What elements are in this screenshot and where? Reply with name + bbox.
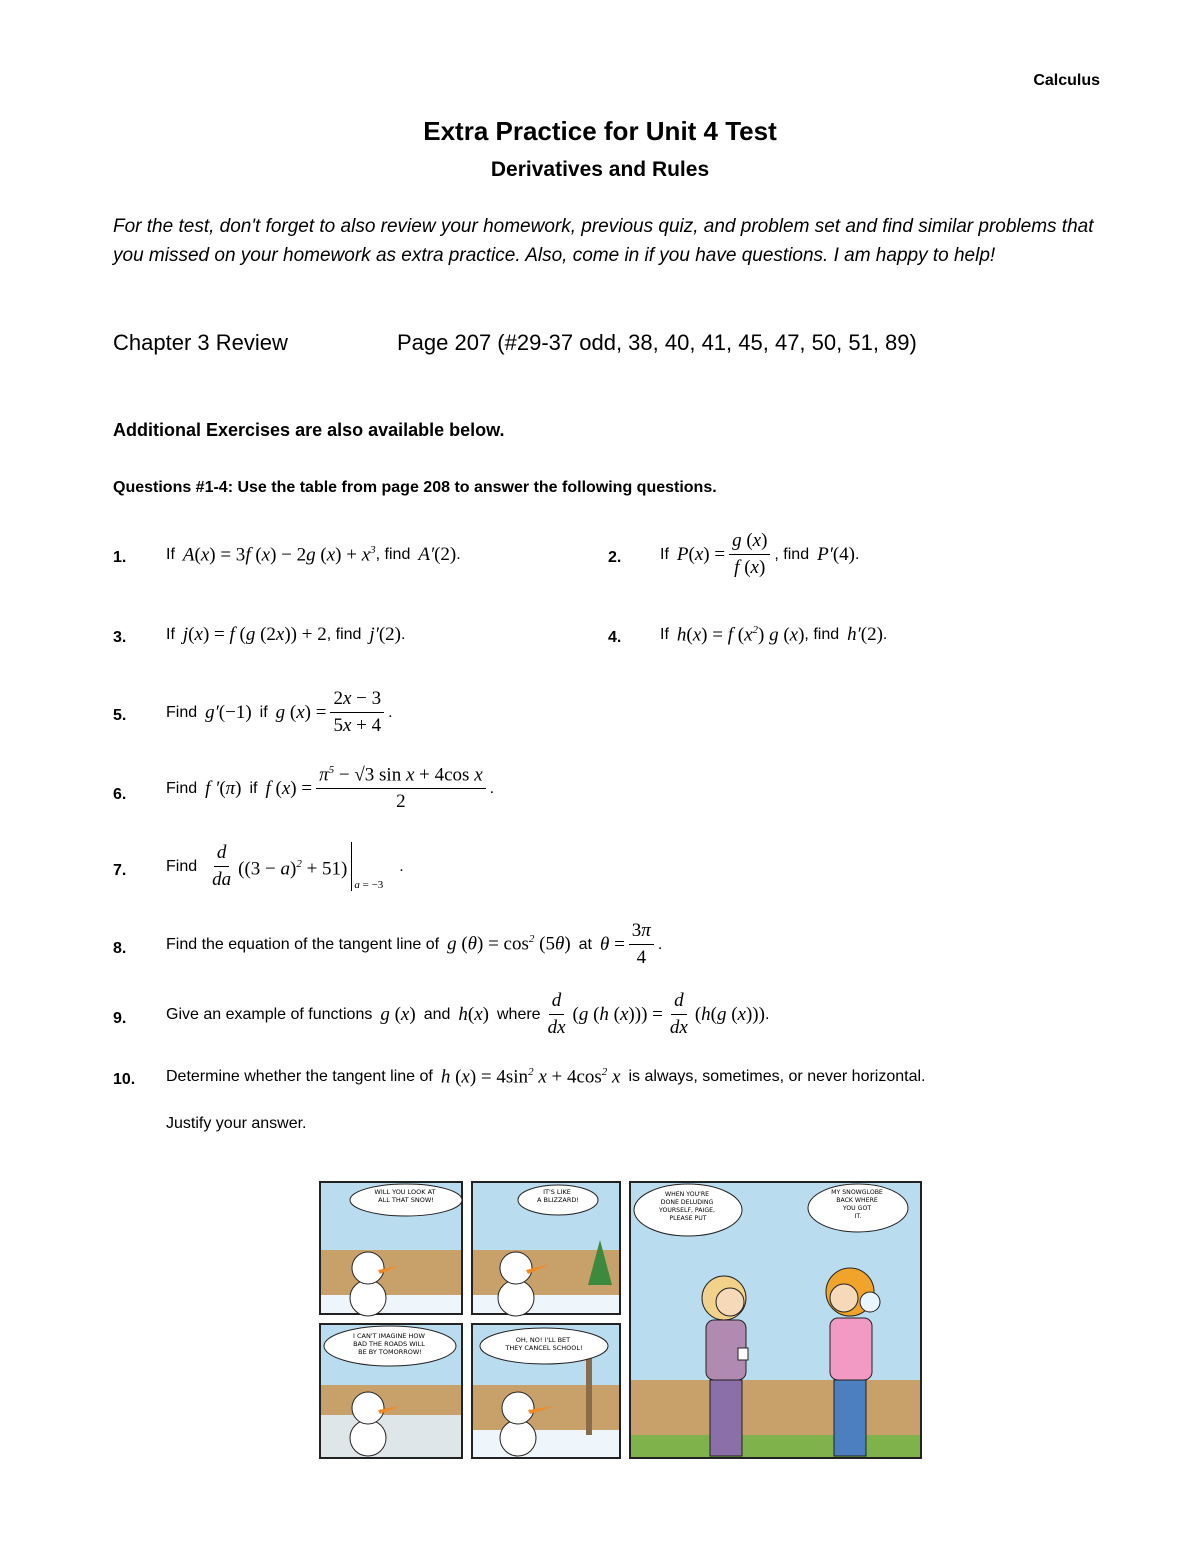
- comic-panel-2: [472, 1182, 620, 1316]
- bubble-line: I CAN'T IMAGINE HOW: [352, 1332, 425, 1340]
- question-number: 5.: [113, 707, 127, 724]
- comic-panel-3: [320, 1324, 462, 1458]
- justify-note: Justify your answer.: [166, 1115, 307, 1132]
- page-subtitle: Derivatives and Rules: [490, 158, 710, 181]
- math-fraction: $\frac{d}{dx}$: [669, 990, 688, 1038]
- comic-bubble-text: [504, 1336, 582, 1352]
- page-title: Extra Practice for Unit 4 Test: [423, 116, 777, 146]
- question-number: 3.: [113, 629, 127, 646]
- bubble-line: DONE DELUDING: [660, 1199, 714, 1206]
- question-7: [166, 842, 404, 891]
- bubble-line: ALL THAT SNOW!: [378, 1196, 434, 1204]
- math-expression: (h(g (x))): [694, 1003, 765, 1025]
- bubble-line: IT'S LIKE: [543, 1188, 571, 1196]
- question-10: [166, 1066, 925, 1088]
- question-lead: If: [166, 546, 175, 564]
- bubble-line: WHEN YOU'RE: [665, 1191, 710, 1198]
- math-expression: h $(x) = 4\sin^2$ $x + 4\cos^2$ x: [440, 1066, 621, 1088]
- math-expression: h(x) = f $(x^2)$ g (x): [676, 624, 805, 646]
- math-expression: j(x) = f (g (2x)) + 2: [182, 624, 327, 645]
- math-fraction: $\frac{\pi^5 - √3 \sin x + 4\cos x}{2}$: [316, 764, 486, 813]
- math-expression: f ′(π): [205, 777, 242, 799]
- question-end: .: [764, 1005, 770, 1023]
- question-4: [660, 624, 887, 646]
- bubble-line: BAD THE ROADS WILL: [353, 1340, 425, 1348]
- math-expression: A(x) = 3f (x) − 2g $(x) + x^3$: [182, 544, 376, 566]
- question-mid2: where: [496, 1005, 541, 1023]
- question-number: 4.: [608, 629, 622, 646]
- question-end: .: [456, 546, 461, 564]
- math-expression: g $(\theta) = \cos^2 (5\theta)$: [447, 933, 571, 955]
- question-5: [166, 688, 393, 737]
- math-fraction: $\frac{d}{dx}$: [547, 990, 566, 1038]
- question-lead: If: [660, 545, 669, 563]
- comic-panel-5: [630, 1182, 921, 1458]
- math-expression: a = −3: [354, 879, 384, 892]
- question-lead: Find the equation of the tangent line of: [166, 935, 440, 953]
- bubble-line: PLEASE PUT: [669, 1215, 707, 1222]
- question-mid: if: [259, 703, 268, 721]
- course-label: Calculus: [1033, 72, 1100, 89]
- question-lead: Determine whether the tangent line of: [166, 1068, 433, 1086]
- question-9: [166, 990, 769, 1039]
- question-number: 1.: [113, 549, 127, 566]
- math-expression: j′(2): [369, 624, 402, 645]
- question-end: .: [882, 626, 888, 644]
- math-expression: f (x) =: [265, 777, 313, 799]
- math-fraction: $\frac{2x - 3}{5x + 4}$: [330, 688, 384, 737]
- bubble-line: IT.: [854, 1213, 862, 1220]
- question-end: is always, sometimes, or never horizontal.: [628, 1068, 926, 1086]
- question-2: [660, 530, 859, 579]
- question-number: 10.: [113, 1071, 136, 1088]
- question-6: [166, 764, 494, 813]
- math-fraction: $\frac{3\pi}{4}$: [629, 920, 654, 969]
- comic-panel-1: [320, 1182, 462, 1316]
- math-expression: P′(4): [817, 543, 856, 565]
- question-end: .: [855, 545, 860, 563]
- additional-exercises-note: Additional Exercises are also available below.: [113, 420, 505, 440]
- bubble-line: MY SNOWGLOBE: [831, 1189, 883, 1196]
- math-expression: θ =: [599, 933, 625, 955]
- comic-bubble-text: [374, 1188, 437, 1204]
- question-lead: Find: [166, 779, 198, 797]
- question-mid: , find: [375, 546, 411, 564]
- math-expression: g (x): [380, 1003, 416, 1025]
- math-fraction: $\frac{d}{da}$: [212, 842, 232, 891]
- intro-paragraph: For the test, don't forget to also review your homework, previous quiz, and problem set and find similar problems that you missed on your homework as extra practice. Also, come in if you have questions. I am happy to help!: [113, 216, 1094, 266]
- question-mid: , find: [774, 545, 810, 563]
- question-number: 9.: [113, 1010, 127, 1027]
- question-end: .: [489, 779, 495, 797]
- question-mid: and: [423, 1005, 451, 1023]
- question-mid: , find: [804, 626, 840, 644]
- bubble-line: OH, NO! I'LL BET: [515, 1336, 571, 1344]
- review-label: Chapter 3 Review: [113, 330, 288, 355]
- question-end: .: [388, 703, 393, 721]
- comic-strip: [318, 1180, 923, 1460]
- questions-header: Questions #1-4: Use the table from page 208 to answer the following questions.: [113, 479, 717, 496]
- question-lead: Give an example of functions: [166, 1005, 373, 1023]
- question-end: .: [401, 626, 406, 643]
- math-expression: (g (h (x))) =: [572, 1003, 663, 1025]
- question-lead: If: [166, 626, 175, 643]
- bubble-line: BACK WHERE: [836, 1197, 878, 1204]
- math-expression: P(x) =: [676, 543, 726, 565]
- question-number: 2.: [608, 549, 622, 566]
- question-8: [166, 920, 662, 969]
- question-end: .: [399, 857, 404, 875]
- question-end: .: [657, 935, 663, 953]
- math-fraction: $\frac{g (x)}{f (x)}$: [729, 530, 770, 579]
- math-expression: g (x) =: [275, 701, 327, 723]
- question-mid: if: [249, 779, 258, 797]
- review-pages: Page 207 (#29-37 odd, 38, 40, 41, 45, 47, 50, 51, 89): [397, 330, 917, 355]
- bubble-line: BE BY TOMORROW!: [358, 1348, 422, 1356]
- bubble-line: YOU GOT: [842, 1205, 872, 1212]
- math-expression: $((3 - a)^2 + 51)$: [238, 842, 352, 891]
- bubble-line: A BLIZZARD!: [537, 1196, 579, 1204]
- math-expression: A′(2): [418, 544, 457, 566]
- question-number: 8.: [113, 940, 127, 957]
- bubble-line: WILL YOU LOOK AT: [374, 1188, 436, 1196]
- bubble-line: THEY CANCEL SCHOOL!: [505, 1344, 583, 1352]
- math-expression: g′(−1): [205, 701, 252, 723]
- question-mid: at: [578, 935, 592, 953]
- bubble-line: YOURSELF, PAIGE,: [659, 1207, 716, 1214]
- question-number: 6.: [113, 786, 127, 803]
- question-lead: Find: [166, 703, 198, 721]
- comic-bubble-text: [353, 1332, 427, 1356]
- question-mid: , find: [326, 626, 362, 643]
- question-lead: Find: [166, 857, 198, 875]
- question-3: [166, 624, 405, 646]
- math-expression: h′(2): [847, 624, 883, 646]
- question-1: [166, 544, 461, 566]
- math-expression: h(x): [458, 1003, 489, 1025]
- question-number: 7.: [113, 862, 127, 879]
- comic-panel-4: [472, 1324, 620, 1458]
- question-lead: If: [660, 626, 669, 644]
- comic-bubble-text: [537, 1188, 579, 1204]
